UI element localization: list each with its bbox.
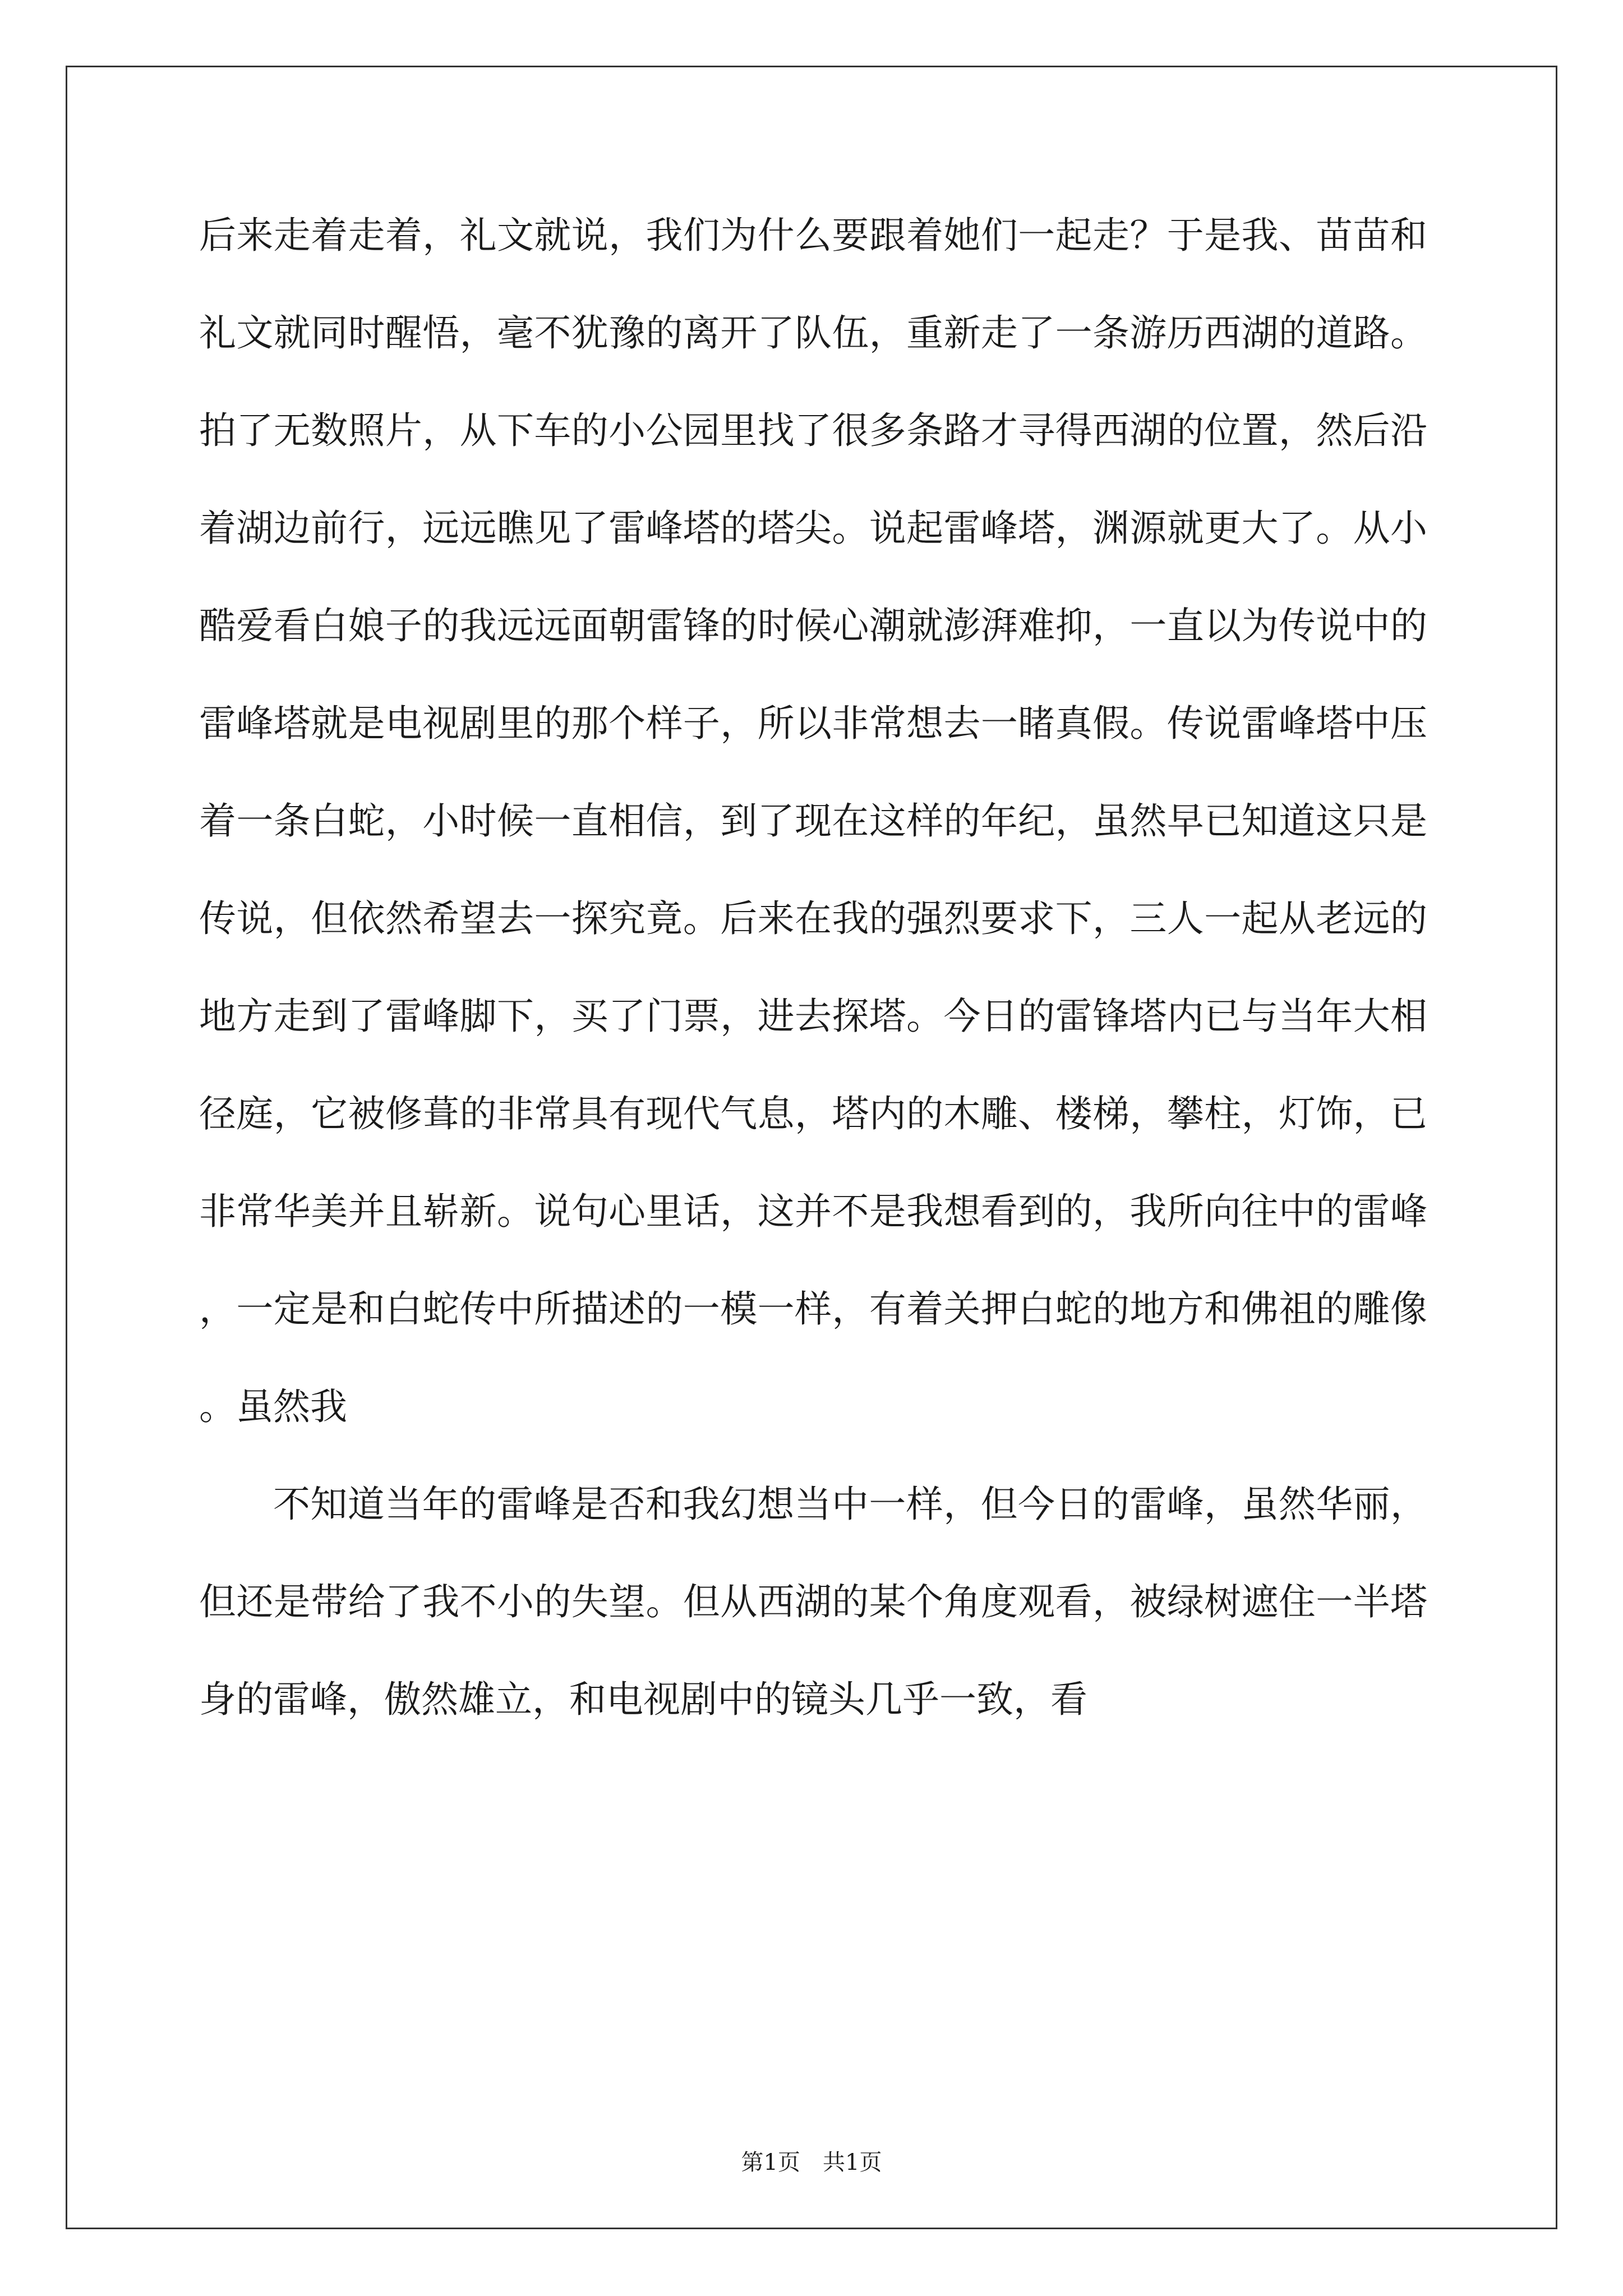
- paragraph-1: 后来走着走着，礼文就说，我们为什么要跟着她们一起走？于是我、苗苗和礼文就同时醒悟，毫不犹豫的离开了队伍，重新走了一条游历西湖的道路。拍了无数照片，从下车的小公园里找了很多条路才寻得西湖的位置，然后沿着湖边前行，远远瞧见了雷峰塔的塔尖。说起雷峰塔，渊源就更大了。从小酷爱看白娘子的我远远面朝雷锋的时候心潮就澎湃难抑，一直以为传说中的雷峰塔就是电视剧里的那个样子，所以非常想去一睹真假。传说雷峰塔中压着一条白蛇，小时候一直相信，到了现在这样的年纪，虽然早已知道这只是传说，但依然希望去一探究竟。后来在我的强烈要求下，三人一起从老远的地方走到了雷峰脚下，买了门票，进去探塔。今日的雷锋塔内已与当年大相径庭，它被修葺的非常具有现代气息，塔内的木雕、楼梯，攀柱，灯饰，已非常华美并且崭新。说句心里话，这并不是我想看到的，我所向往中的雷峰，一定是和白蛇传中所描述的一模一样，有着关押白蛇的地方和佛祖的雕像。虽然我: [199, 214, 1427, 1428]
- paragraph-2: 不知道当年的雷峰是否和我幻想当中一样，但今日的雷峰，虽然华丽，但还是带给了我不小的失望。但从西湖的某个角度观看，被绿树遮住一半塔身的雷峰，傲然雄立，和电视剧中的镜头几乎一致，看: [199, 1483, 1427, 1721]
- page-footer: 第1页 共1页: [741, 2150, 882, 2175]
- document-body: [199, 187, 1427, 1749]
